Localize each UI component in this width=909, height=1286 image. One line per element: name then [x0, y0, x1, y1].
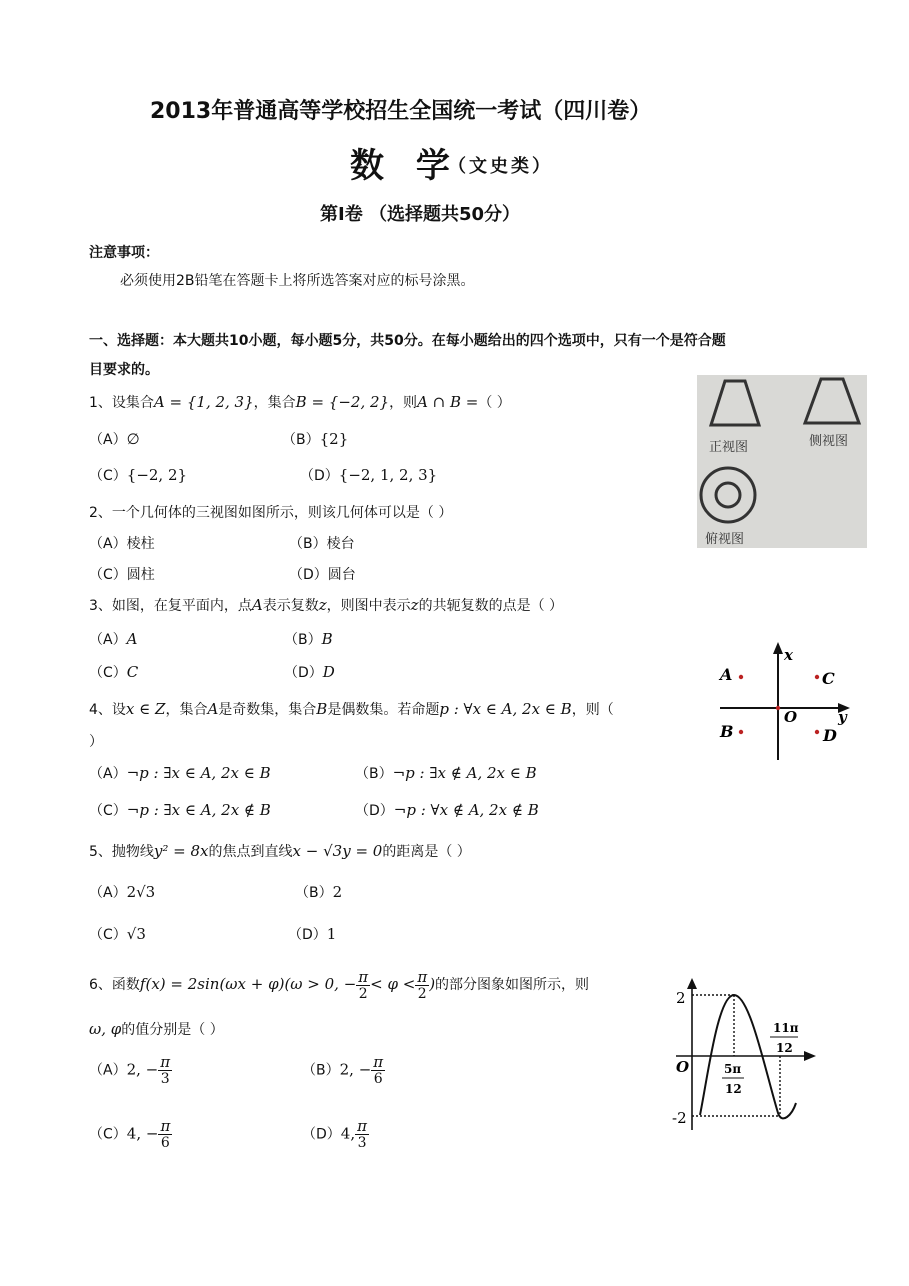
q5-text-a: 5、抛物线 [89, 844, 154, 860]
option-value: ¬p : ∃x ∈ A, 2x ∈ B [126, 764, 271, 782]
numerator: π [358, 967, 369, 986]
q6-fraction-2 [415, 969, 429, 1002]
option-label: （B） [295, 885, 333, 901]
denominator: 6 [160, 1135, 170, 1151]
section-line-2: 目要求的。 [89, 362, 159, 378]
q6-fraction-1 [356, 969, 370, 1002]
front-view-trapezoid [711, 381, 759, 425]
numerator: π [417, 967, 428, 986]
q5-line: x − √3y = 0 [292, 842, 383, 860]
option-value: 1 [326, 925, 337, 943]
q6-option-d[interactable] [302, 1118, 369, 1151]
option-value: B [321, 630, 333, 648]
axis-x-label: x [784, 646, 793, 664]
option-label: （C） [89, 1126, 127, 1143]
q5-option-c[interactable] [89, 924, 146, 944]
axis-y-label: y [838, 708, 847, 726]
option-fraction [158, 1118, 172, 1151]
q5-parabola: y² = 8x [153, 842, 209, 860]
side-view-trapezoid [805, 379, 859, 423]
q5-option-d[interactable] [288, 924, 336, 944]
denominator: 3 [357, 1135, 367, 1151]
q3-option-c[interactable] [89, 662, 138, 682]
front-view-label: 正视图 [709, 440, 749, 455]
graph-label-11pi: 11π [773, 1021, 799, 1035]
point-b [739, 730, 743, 734]
subject-title: 数 学 [350, 146, 460, 186]
q1-text-b: ，集合 [253, 395, 296, 411]
notes-heading: 注意事项： [89, 245, 159, 261]
option-fraction [158, 1054, 172, 1087]
graph-origin-label: O [676, 1058, 690, 1076]
graph-y-axis-arrow [687, 978, 697, 989]
denominator: 2 [417, 985, 427, 1002]
q3-option-d[interactable] [284, 662, 335, 682]
three-views-drawing [697, 375, 867, 548]
option-label: （D） [302, 1126, 341, 1143]
option-value: 4, [340, 1124, 356, 1143]
q4-option-b[interactable] [355, 763, 537, 783]
question-5-stem [89, 841, 471, 861]
point-c-label: C [822, 669, 835, 688]
option-value: {−2, 2} [126, 466, 188, 484]
top-view-label: 俯视图 [705, 532, 745, 547]
point-a [739, 675, 743, 679]
option-value: D [322, 663, 335, 681]
notes-body: 必须使用2B铅笔在答题卡上将所选答案对应的标号涂黑。 [120, 273, 475, 289]
question-4-stem [89, 699, 614, 719]
option-label: （C） [89, 468, 127, 484]
sine-graph-figure [670, 975, 830, 1135]
point-c [815, 675, 819, 679]
option-value: 2, − [126, 1060, 159, 1079]
origin-point [776, 706, 780, 710]
numerator: π [357, 1117, 367, 1135]
q2-option-c[interactable]: （C）圆柱 [89, 567, 155, 583]
graph-x-axis-arrow [804, 1051, 816, 1061]
q6-close-paren: ) [429, 975, 436, 993]
option-label: （A） [89, 766, 127, 782]
q4-text-c: 是奇数集，集合 [218, 702, 317, 718]
section-line-1: 一、选择题：本大题共10小题，每小题5分，共50分。在每小题给出的四个选项中，只有一个是符合题 [89, 333, 726, 349]
q5-option-b[interactable] [295, 882, 342, 902]
q3-option-b[interactable] [284, 629, 333, 649]
q3-text-c: ，则图中表示 [326, 598, 411, 614]
question-2-stem: 2、一个几何体的三视图如图所示，则该几何体可以是（ ） [89, 505, 453, 521]
q4-text-e: ，则（ [571, 702, 614, 718]
q5-text-b: 的焦点到直线 [208, 844, 293, 860]
q3-option-a[interactable] [89, 629, 137, 649]
q3-text-b: 表示复数 [262, 598, 319, 614]
option-value: A [126, 630, 138, 648]
q3-point-a: A [251, 596, 263, 614]
option-label: （D） [300, 468, 339, 484]
option-label: （B） [355, 766, 393, 782]
origin-label: O [784, 708, 798, 726]
q2-option-b[interactable]: （B）棱台 [289, 536, 355, 552]
graph-label-5pi: 5π [724, 1062, 742, 1076]
q1-expr: A ∩ B = [417, 393, 479, 411]
numerator: π [373, 1053, 384, 1071]
q6-stem-line-2 [89, 1019, 224, 1039]
option-value: ¬p : ∃x ∉ A, 2x ∈ B [392, 764, 537, 782]
q6-inequality: < φ < [370, 975, 416, 993]
q1-option-c[interactable] [89, 465, 187, 485]
q3-z: z [318, 596, 327, 614]
q4-option-a[interactable] [89, 763, 271, 783]
top-view-inner-circle [716, 483, 740, 507]
q1-set-b: B = {−2, 2} [295, 393, 390, 411]
q6-text-b: 的部分图象如图所示，则 [435, 977, 590, 993]
denominator: 2 [358, 985, 368, 1002]
option-label: （A） [89, 432, 127, 448]
volume-title: 第Ⅰ卷 （选择题共50分） [320, 204, 521, 225]
option-value: ¬p : ∀x ∉ A, 2x ∉ B [393, 801, 539, 819]
option-label: （A） [89, 632, 127, 648]
q1-option-b[interactable] [282, 429, 348, 449]
q6-function: f(x) = 2sin(ωx + φ)(ω > 0, − [139, 975, 357, 993]
q6-option-c[interactable] [89, 1118, 172, 1151]
q4-stem-close: ） [89, 734, 103, 750]
option-label: （D） [284, 665, 323, 681]
point-d [815, 730, 819, 734]
q3-text-d: 的共轭复数的点是（ ） [418, 598, 564, 614]
q5-text-c: 的距离是（ ） [382, 844, 471, 860]
option-label: （B） [282, 432, 320, 448]
q6-option-b[interactable] [302, 1054, 385, 1087]
q3-text-a: 3、如图，在复平面内，点 [89, 598, 252, 614]
graph-label-2: 2 [676, 989, 686, 1007]
q6-text-a: 6、函数 [89, 977, 140, 993]
denominator: 3 [160, 1071, 170, 1087]
top-view-outer-circle [701, 468, 755, 522]
q1-text-c: ，则 [389, 395, 418, 411]
q4-text-d: 是偶数集。若命题 [327, 702, 440, 718]
complex-plane-figure [712, 640, 862, 762]
q4-option-d[interactable] [355, 800, 539, 820]
q4-set-b: B [316, 700, 328, 718]
question-3-stem [89, 595, 563, 615]
option-label: （C） [89, 927, 127, 943]
question-6-stem [89, 963, 589, 1006]
q1-option-a[interactable] [89, 429, 140, 449]
option-value: ∅ [126, 430, 140, 448]
option-fraction [371, 1054, 385, 1087]
q4-text-a: 4、设 [89, 702, 126, 718]
option-label: （A） [89, 1062, 127, 1079]
option-value: √3 [126, 925, 146, 943]
option-label: （C） [89, 803, 127, 819]
q6-option-a[interactable] [89, 1054, 172, 1087]
q3-z-2: z [410, 596, 419, 614]
graph-label-12b: 12 [776, 1041, 793, 1055]
exam-title: 2013年普通高等学校招生全国统一考试（四川卷） [150, 99, 652, 124]
three-views-figure [697, 375, 867, 548]
option-value: 2, − [339, 1060, 372, 1079]
numerator: π [160, 1117, 171, 1135]
q4-text-b: ，集合 [165, 702, 208, 718]
option-value: 2√3 [126, 883, 156, 901]
graph-label-neg2: -2 [672, 1109, 687, 1127]
q1-option-d[interactable] [300, 465, 437, 485]
question-1-stem [89, 392, 511, 412]
side-view-label: 侧视图 [809, 434, 849, 449]
option-value: 2 [332, 883, 343, 901]
option-value: {2} [319, 430, 349, 448]
vertical-axis-arrow [773, 642, 783, 654]
option-value: ¬p : ∃x ∈ A, 2x ∉ B [126, 801, 271, 819]
point-b-label: B [720, 722, 734, 741]
subject-note: （文史类） [448, 156, 553, 177]
graph-label-12a: 12 [725, 1082, 742, 1096]
option-label: （B） [302, 1062, 340, 1079]
q4-proposition: p : ∀x ∈ A, 2x ∈ B [439, 700, 572, 718]
option-label: （B） [284, 632, 322, 648]
option-value: C [126, 663, 139, 681]
q6-omega-phi: ω, φ [89, 1020, 122, 1038]
point-a-label: A [720, 665, 733, 684]
q2-option-d[interactable]: （D）圆台 [289, 567, 356, 583]
option-label: （D） [288, 927, 327, 943]
q6-text-c: 的值分别是（ ） [121, 1022, 224, 1038]
numerator: π [160, 1053, 171, 1071]
q4-option-c[interactable] [89, 800, 271, 820]
q1-set-a: A = {1, 2, 3} [153, 393, 254, 411]
q2-option-a[interactable]: （A）棱柱 [89, 536, 155, 552]
q1-text-a: 1、设集合 [89, 395, 154, 411]
option-fraction [355, 1118, 369, 1151]
option-label: （A） [89, 885, 127, 901]
q5-option-a[interactable] [89, 882, 155, 902]
q4-x-in-z: x ∈ Z [125, 700, 166, 718]
option-label: （D） [355, 803, 394, 819]
option-value: {−2, 1, 2, 3} [338, 466, 438, 484]
q1-text-d: （ ） [478, 395, 511, 411]
q4-set-a: A [207, 700, 219, 718]
point-d-label: D [823, 726, 837, 745]
option-value: 4, − [126, 1124, 159, 1143]
denominator: 6 [373, 1071, 383, 1087]
option-label: （C） [89, 665, 127, 681]
